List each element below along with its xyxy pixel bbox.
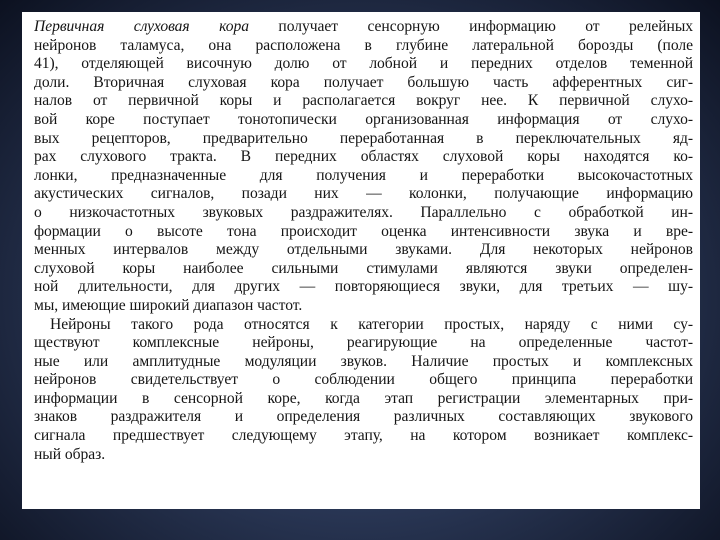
- text-line: акустических сигналов, позади них — колонки, получающие информацию: [34, 185, 693, 203]
- text-line: налов от первичной коры и располагается вокруг нее. К первичной слухо-: [34, 92, 693, 110]
- text-line: Нейроны такого рода относятся к категории простых, наряду с ними су-: [50, 315, 693, 333]
- text-line: ществуют комплексные нейроны, реагирующие на определенные частот-: [34, 334, 693, 352]
- text-line: вой коре поступает тонотопически организованная информация от слухо-: [34, 110, 693, 128]
- text-line: сигнала предшествует следующему этапу, на котором возникает комплекс-: [34, 427, 693, 445]
- text-line: вых рецепторов, предварительно переработанная в переключательных яд-: [34, 129, 693, 147]
- text-line: слуховой коры наиболее сильными стимулами являются звуки определен-: [34, 259, 693, 277]
- text-line: ной длительности, для других — повторяющиеся звуки, для третьих — шу-: [34, 278, 693, 296]
- text-line: нейронов свидетельствует о соблюдении общего принципа переработки: [34, 371, 693, 389]
- text-line-fragment: получает сенсорную информацию от релейных: [248, 18, 693, 35]
- text-line: доли. Вторичная слуховая кора получает большую часть афферентных сиг-: [34, 73, 693, 91]
- text-line: нейронов таламуса, она расположена в глубине латеральной борозды (поле: [34, 36, 693, 54]
- text-line: [34, 18, 693, 37]
- text-line: менных интервалов между отдельными звуками. Для некоторых нейронов: [34, 241, 693, 259]
- term-heading: Первичная слуховая кора: [34, 18, 249, 35]
- text-line: 41), отделяющей височную долю от лобной и передних отделов теменной: [34, 55, 693, 73]
- text-line: формации о высоте тона происходит оценка интенсивности звука и вре-: [34, 222, 693, 240]
- slide-page: [22, 12, 700, 509]
- text-line: мы, имеющие широкий диапазон частот.: [34, 296, 303, 314]
- paragraph-1: [34, 18, 693, 316]
- text-line: ные или амплитудные модуляции звуков. Наличие простых и комплексных: [34, 352, 693, 370]
- text-line: о низкочастотных звуковых раздражителях. Параллельно с обработкой ин-: [34, 203, 693, 221]
- text-line: лонки, предназначенные для получения и переработки высокочастотных: [34, 166, 693, 184]
- text-line: рах слухового тракта. В передних областях слуховой коры находятся ко-: [34, 148, 693, 166]
- text-line: знаков раздражителя и определения различных составляющих звукового: [34, 408, 693, 426]
- text-line: ный образ.: [34, 445, 106, 463]
- paragraph-2: [34, 316, 693, 465]
- text-line: информации в сенсорной коре, когда этап регистрации элементарных при-: [34, 389, 693, 407]
